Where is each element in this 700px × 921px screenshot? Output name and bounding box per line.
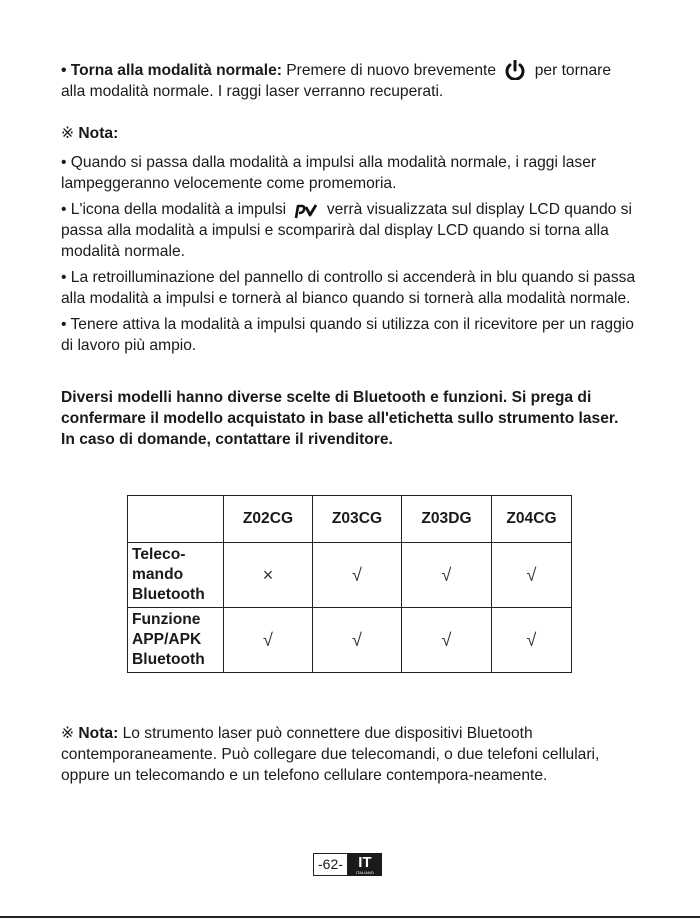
check-mark: √	[492, 543, 572, 608]
bold-notice: Diversi modelli hanno diverse scelte di Bluetooth e funzioni. Si prega di confermare il modello acquistato in base all'etichetta sullo strumento laser. In caso di domande, contattare il rivenditore.	[61, 389, 619, 448]
check-mark: √	[313, 543, 402, 608]
icon-bullet-before: • L'icona della modalità a impulsi	[61, 201, 287, 218]
icon-bullet-after: verrà visualizzata sul display LCD quando si passa alla modalità a impulsi e scomparirà dal display LCD quando si torna alla modalità normale.	[61, 201, 632, 260]
table-header-cell: Z04CG	[492, 496, 572, 543]
row-label-line: Bluetooth	[132, 651, 205, 668]
second-note	[61, 723, 636, 786]
row-label-line: Bluetooth	[132, 586, 205, 603]
language-name: ITALIANO	[355, 870, 374, 875]
nota-heading	[61, 123, 636, 144]
nota-label: Nota:	[78, 125, 119, 142]
cross-mark: ×	[224, 543, 313, 608]
power-button-icon	[504, 60, 526, 80]
check-mark: √	[224, 608, 313, 673]
table-header-cell: Z03CG	[313, 496, 402, 543]
nota-bullet-1: • Quando si passa dalla modalità a impulsi alla modalità normale, i raggi laser lampeggeranno velocemente come promemoria.	[61, 154, 597, 192]
nota-marker: ※	[61, 125, 75, 142]
note2-marker: ※	[61, 725, 75, 742]
intro-lead: • Torna alla modalità normale:	[61, 62, 282, 79]
table-header-cell: Z02CG	[224, 496, 313, 543]
check-mark: √	[402, 608, 492, 673]
table-row	[128, 543, 572, 608]
table-header-row	[128, 496, 572, 543]
row-label-line: mando	[132, 566, 184, 583]
language-code: IT	[358, 854, 372, 871]
language-badge	[348, 853, 382, 876]
table-header-cell: Z03DG	[402, 496, 492, 543]
row-label-line: APP/APK	[132, 631, 202, 648]
nota-bullet-2: • La retroilluminazione del pannello di controllo si accenderà in blu quando si passa alla modalità a impulsi e tornerà al bianco quando si tornerà alla modalità normale.	[61, 269, 636, 307]
table-row	[128, 608, 572, 673]
pulse-mode-icon	[294, 203, 318, 219]
row-label	[128, 543, 224, 608]
bottom-rule	[0, 916, 700, 918]
row-label-line: Funzione	[132, 611, 201, 628]
table-header-cell	[128, 496, 224, 543]
page-footer	[313, 853, 382, 876]
note2-label: Nota:	[78, 725, 119, 742]
check-mark: √	[402, 543, 492, 608]
row-label	[128, 608, 224, 673]
note2-text: Lo strumento laser può connettere due dispositivi Bluetooth contemporaneamente. Può collegare due telecomandi, o due telefoni cellulari, oppure un telecomando e un telefono cellulare contempora-neamente.	[61, 725, 600, 784]
nota-bullet-3: • Tenere attiva la modalità a impulsi quando si utilizza con il ricevitore per un raggio di lavoro più ampio.	[61, 316, 634, 354]
check-mark: √	[492, 608, 572, 673]
check-mark: √	[313, 608, 402, 673]
nota-bullet-icon	[61, 199, 636, 262]
intro-paragraph	[61, 60, 636, 102]
row-label-line: Teleco-	[132, 546, 186, 563]
page-number: -62-	[313, 853, 348, 876]
page-body	[61, 60, 636, 450]
bluetooth-model-table	[127, 495, 572, 673]
intro-text-after: per tornare alla modalità normale. I raggi laser verranno recuperati.	[61, 62, 612, 100]
intro-text: Premere di nuovo brevemente	[281, 62, 497, 79]
